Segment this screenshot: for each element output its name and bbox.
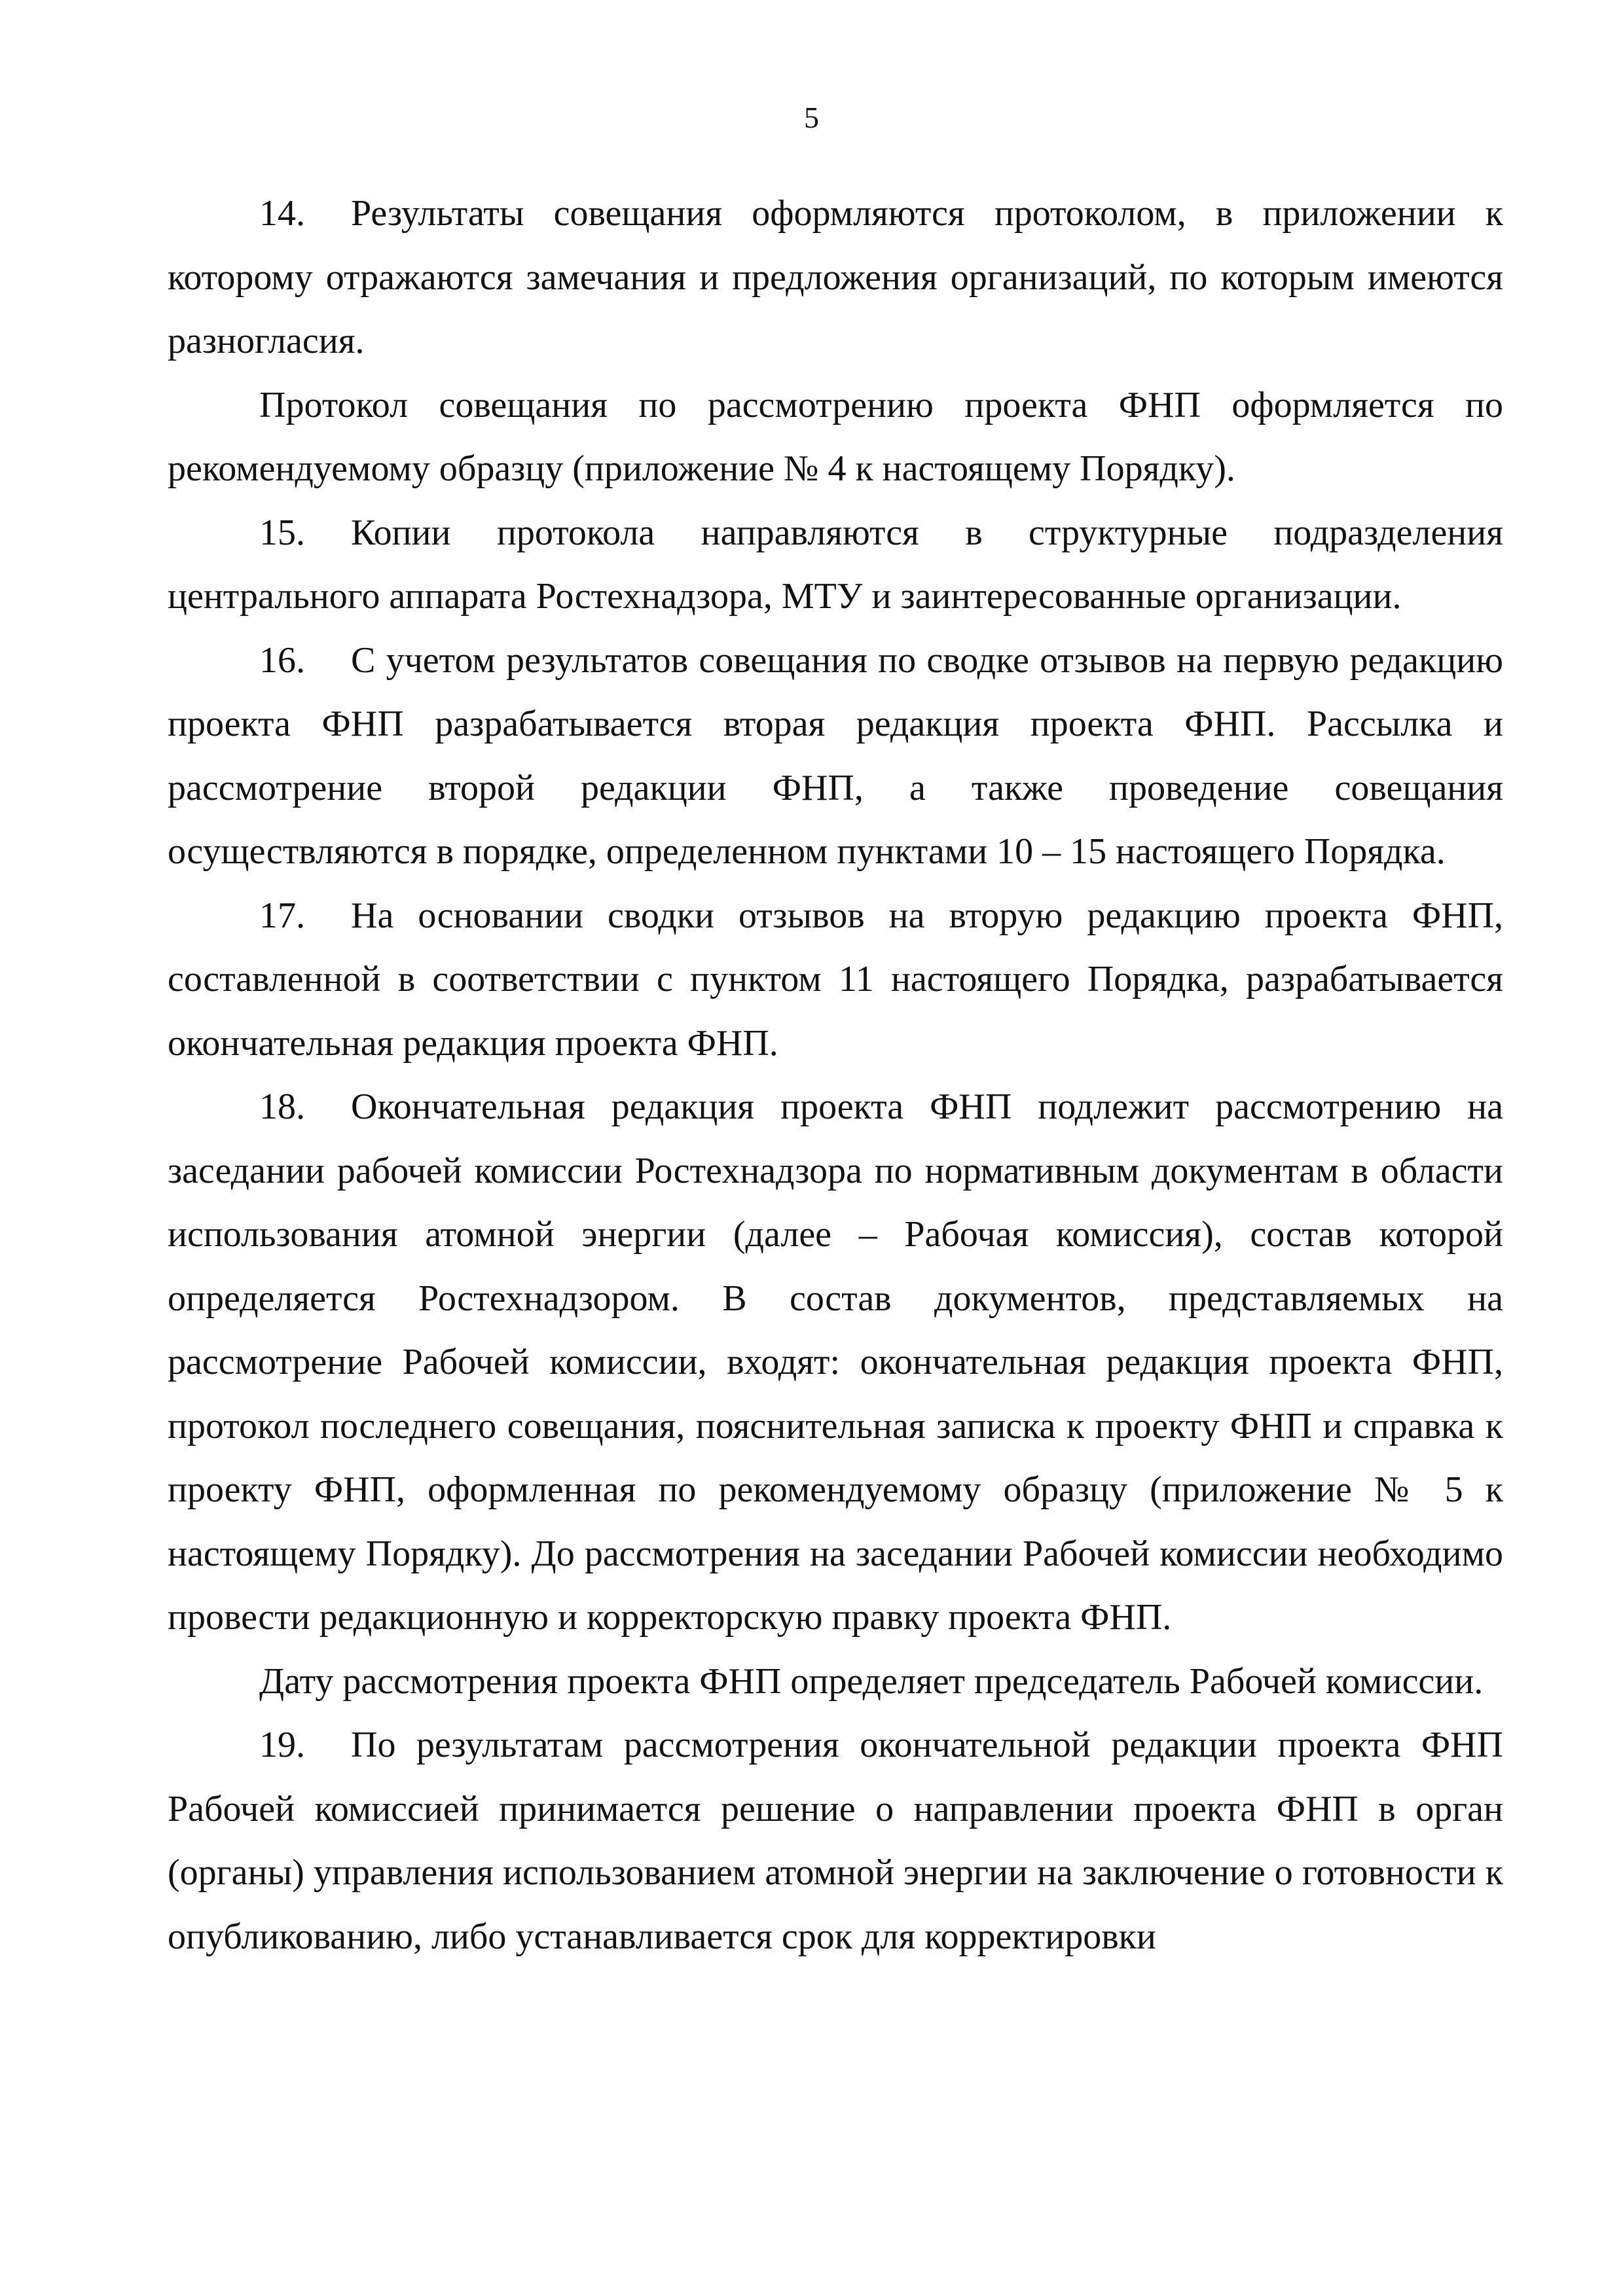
paragraph-number: 14. xyxy=(259,193,305,234)
paragraph-19 xyxy=(168,1713,1503,1969)
paragraph-number: 15. xyxy=(259,512,305,553)
paragraph-text: По результатам рассмотрения окончательной редакции проекта ФНП Рабочей комиссией принимается решение о направлении проекта ФНП в орган (органы) управления использованием атомной энергии на заключение о готовности к опубликованию, либо устанавливается срок для корректировки xyxy=(168,1725,1503,1957)
paragraph-16 xyxy=(168,629,1503,884)
paragraph-17 xyxy=(168,884,1503,1076)
paragraph-text: Дату рассмотрения проекта ФНП определяет председатель Рабочей комиссии. xyxy=(259,1660,1484,1702)
paragraph-15 xyxy=(168,501,1503,629)
paragraph-text: Протокол совещания по рассмотрению проекта ФНП оформляется по рекомендуемому образцу (приложение № 4 к настоящему Порядку). xyxy=(168,384,1503,489)
paragraph-number: 16. xyxy=(259,639,305,681)
paragraph-number: 17. xyxy=(259,895,305,936)
paragraph-18 xyxy=(168,1075,1503,1650)
paragraph-text: Окончательная редакция проекта ФНП подлежит рассмотрению на заседании рабочей комиссии Ростехнадзора по нормативным документам в области использования атомной энергии (далее – Рабочая комиссия), состав которой определяется Ростехнадзором. В состав документов, представляемых на рассмотрение Рабочей комиссии, входят: окончательная редакция проекта ФНП, протокол последнего совещания, пояснительная записка к проекту ФНП и справка к проекту ФНП, оформленная по рекомендуемому образцу (приложение № 5 к настоящему Порядку). До рассмотрения на заседании Рабочей комиссии необходимо провести редакционную и корректорскую правку проекта ФНП. xyxy=(168,1086,1503,1638)
paragraph-text: Копии протокола направляются в структурные подразделения центрального аппарата Ростехнадзора, МТУ и заинтересованные организации. xyxy=(168,512,1503,617)
paragraph-number: 18. xyxy=(259,1086,305,1127)
paragraph-text: С учетом результатов совещания по сводке отзывов на первую редакцию проекта ФНП разрабатывается вторая редакция проекта ФНП. Рассылка и рассмотрение второй редакции ФНП, а также проведение совещания осуществляются в порядке, определенном пунктами 10 – 15 настоящего Порядка. xyxy=(168,639,1503,872)
paragraph-text: Результаты совещания оформляются протоколом, в приложении к которому отражаются замечания и предложения организаций, по которым имеются разногласия. xyxy=(168,193,1503,361)
document-body xyxy=(168,182,1503,1969)
paragraph-14-continued xyxy=(168,374,1503,501)
paragraph-text: На основании сводки отзывов на вторую редакцию проекта ФНП, составленной в соответствии с пунктом 11 настоящего Порядка, разрабатывается окончательная редакция проекта ФНП. xyxy=(168,895,1503,1064)
page-number: 5 xyxy=(804,101,819,134)
paragraph-number: 19. xyxy=(259,1725,305,1765)
paragraph-14 xyxy=(168,182,1503,374)
paragraph-18-continued xyxy=(168,1650,1503,1714)
